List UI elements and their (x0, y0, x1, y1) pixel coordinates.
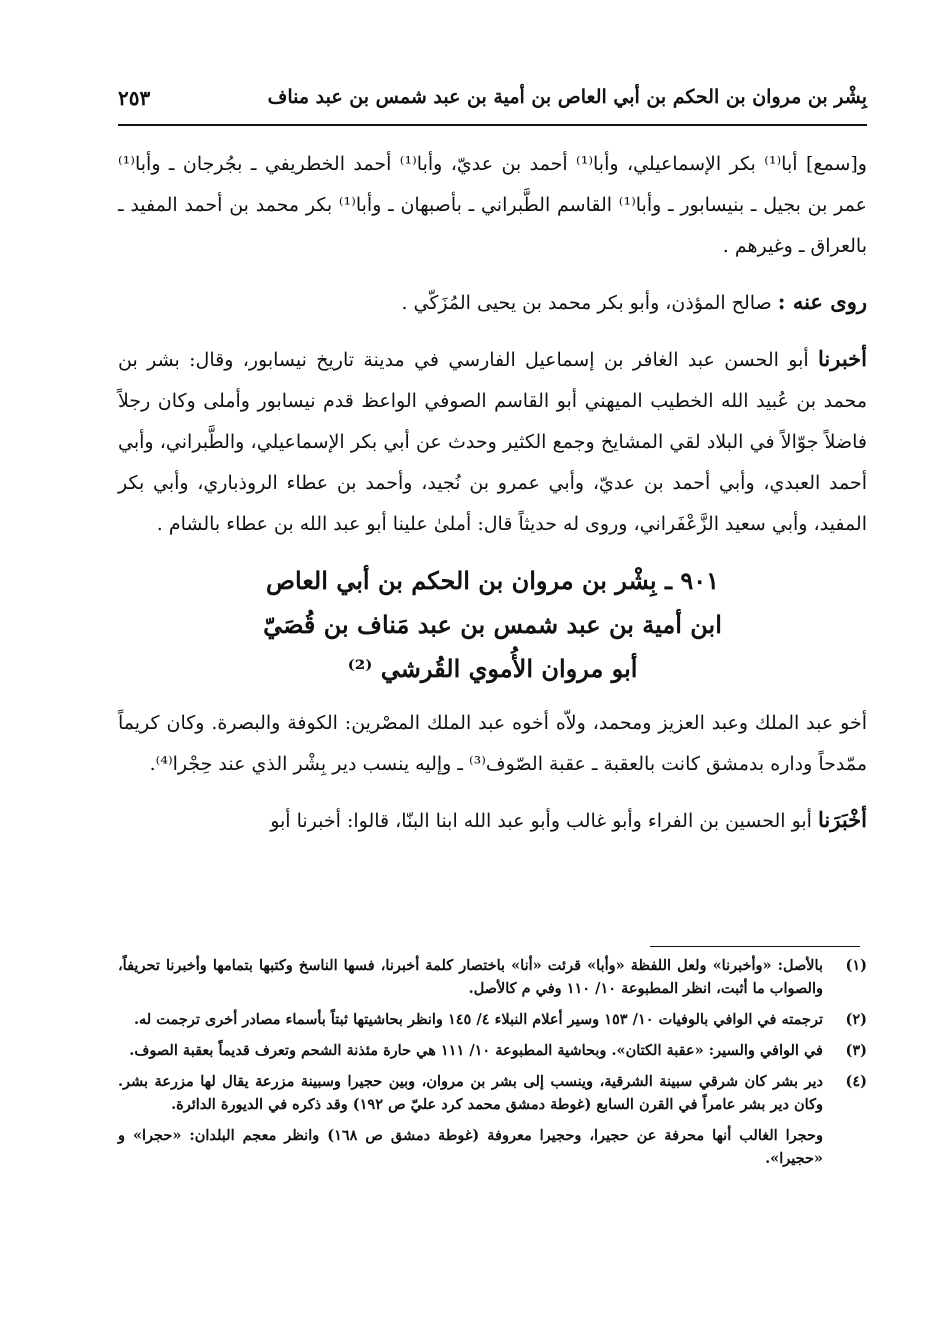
running-title: بِشْر بن مروان بن الحكم بن أبي العاص بن أمية بن عبد شمس بن عبد مناف (267, 86, 867, 108)
footnote-number: (٣) (845, 1042, 867, 1059)
footnote (118, 1039, 867, 1062)
footnote-text: بالأصل: «وأخبرنا» ولعل اللفظة «وأبا» قرئت «أنا» باختصار كلمة أخبرنا، فسها الناسخ وكتبها بتمامها وأخبرنا تحريفاً، والصواب ما أثبت، انظر المطبوعة ١٠/ ١١٠ وفي م كالأصل. (118, 957, 823, 997)
page-number: ٢٥٣ (118, 86, 151, 110)
paragraph-akhbarana: أخبرنا أبو الحسن عبد الغافر بن إسماعيل الفارسي في مدينة تاريخ نيسابور، وقال: بشر بن محمد بن عُبيد الله الخطيب الميهني أبو القاسم الصوفي الواعظ قدم نيسابور وأملى وكان رجلاً فاضلاً جوّالاً في البلاد لقي المشايخ وجمع الكثير وحدث عن أبي بكر الإسماعيلي، والطَّبراني، وأبي أحمد العبدي، وأبي أحمد بن عديّ، وأبي عمرو بن نُجيد، وأحمد بن عطاء الروذباري، وأبي بكر المفيد، وأبي سعيد الزَّعْفَراني، وروى له حديثاً قال: أملىٰ علينا أبو عبد الله بن عطاء بالشام . (118, 346, 867, 535)
footnote-text: ترجمته في الوافي بالوفيات ١٠/ ١٥٣ وسير أعلام النبلاء ٤/ ١٤٥ وانظر بحاشيتها ثبتاً بأسماء مصادر أخرى ترجمت له. (133, 1011, 823, 1028)
main-text (118, 144, 867, 856)
paragraph-isnad: أخْبَرَنا أبو الحسين بن الفراء وأبو غالب وأبو عبد الله ابنا البنّا، قالوا: أخبرنا أبو (270, 807, 867, 832)
footnote-text: دير بشر كان شرقي سبينة الشرقية، وينسب إلى بشر بن مروان، وبين حجيرا وسبينة مزرعة يقال لها مزرعة بشر. وكان دير بشر عامراً في القرن السابع (غوطة دمشق محمد كرد عليّ ص ١٩٢) وقد ذكره في الديورة الدائرة. (118, 1073, 823, 1113)
paragraph-teachers: و[سمع] أبا⁽¹⁾ بكر الإسماعيلي، وأبا⁽¹⁾ أحمد بن عديّ، وأبا⁽¹⁾ أحمد الخطريفي ـ بجُرجان ـ وأبا⁽¹⁾ عمر بن بجيل ـ بنيسابور ـ وأبا⁽¹⁾ القاسم الطَّبراني ـ بأصبهان ـ وأبا⁽¹⁾ بكر محمد بن أحمد المفيد ـ بالعراق ـ وغيرهم . (118, 153, 867, 257)
entry-heading (118, 559, 867, 691)
footnote-number: (٤) (845, 1073, 867, 1090)
entry-heading-line: ٩٠١ ـ بِشْر بن مروان بن الحكم بن أبي العاص (266, 566, 719, 595)
entry-heading-line: ابن أمية بن عبد شمس بن عبد مَناف بن قُصَيّ (263, 610, 722, 639)
paragraph-narrators: روى عنه : صالح المؤذن، وأبو بكر محمد بن يحيى المُزَكّي . (401, 289, 867, 314)
entry-heading-line: أبو مروان الأُموي القُرشي ⁽²⁾ (347, 654, 638, 683)
footnote-text: في الوافي والسير: «عقبة الكتان». وبحاشية المطبوعة ١٠/ ١١١ هي حارة مئذنة الشحم وتعرف قديماً بعقبة الصوف. (129, 1042, 823, 1059)
footnote (118, 954, 867, 1000)
header-rule (118, 124, 867, 126)
footnote-rule (650, 946, 860, 947)
paragraph-bio: أخو عبد الملك وعبد العزيز ومحمد، ولاّه أخوه عبد الملك المصْرين: الكوفة والبصرة. وكان كريماً ممّدحاً وداره بدمشق كانت بالعقبة ـ عقبة الصّوف⁽³⁾ ـ وإليه ينسب دير بِشْر الذي عند حِجْرا⁽⁴⁾. (118, 712, 867, 775)
running-header (118, 86, 867, 120)
lead-word: أخْبَرَنا (818, 807, 867, 832)
footnote (118, 1070, 867, 1116)
footnote-number: (١) (845, 957, 867, 974)
footnote-continuation: وحجرا الغالب أنها محرفة عن حجيرا، وحجيرا معروفة (غوطة دمشق ص ١٦٨) وانظر معجم البلدان: «حجرا» و «حجيرا». (118, 1127, 824, 1167)
lead-word: روى عنه : (777, 289, 867, 314)
footnote (118, 1008, 867, 1031)
footnotes (118, 954, 867, 1170)
lead-word: أخبرنا (818, 346, 867, 371)
footnote-number: (٢) (845, 1011, 867, 1028)
